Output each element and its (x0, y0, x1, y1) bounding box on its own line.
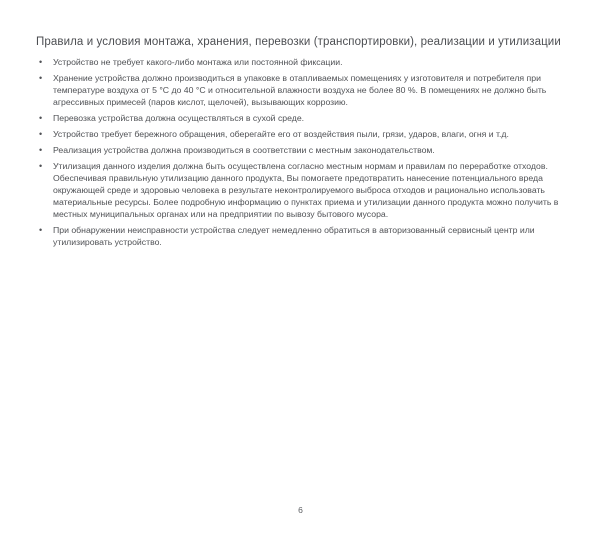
bullet-text: Устройство не требует какого-либо монтажа или постоянной фиксации. (53, 57, 343, 67)
page-number: 6 (298, 505, 303, 515)
bullet-dot-icon: • (39, 129, 43, 139)
list-item (36, 224, 564, 248)
bullet-text: При обнаружении неисправности устройства следует немедленно обратиться в авторизованный сервисный центр или утилизировать устройство. (53, 225, 535, 247)
list-item (36, 112, 564, 124)
bullet-text: Утилизация данного изделия должна быть осуществлена согласно местным нормам и правилам по переработке отходов. Обеспечивая правильную утилизацию данного продукта, Вы помогаете предотвратить нанесение потенциального вреда окружающей среде и здоровью человека в результате неконтролируемого выброса отходов и рационально использовать материальные ресурсы. Более подробную информацию о пунктах приема и утилизации данного продукта можно получить в местных муниципальных органах или на предприятии по вывозу бытового мусора. (53, 161, 559, 219)
bullet-list (36, 56, 564, 252)
page-title: Правила и условия монтажа, хранения, перевозки (транспортировки), реализации и утилизации (36, 36, 561, 48)
bullet-text: Хранение устройства должно производиться в упаковке в отапливаемых помещениях у изготовителя и потребителя при температуре воздуха от 5 °C до 40 °C и относительной влажности воздуха не более 80 %. В помещениях не должно быть агрессивных примесей (паров кислот, щелочей), вызывающих коррозию. (53, 73, 547, 107)
bullet-text: Перевозка устройства должна осуществляться в сухой среде. (53, 113, 305, 123)
bullet-dot-icon: • (39, 145, 43, 155)
bullet-dot-icon: • (39, 113, 43, 123)
bullet-text: Устройство требует бережного обращения, оберегайте его от воздействия пыли, грязи, ударов, влаги, огня и т.д. (53, 129, 509, 139)
bullet-dot-icon: • (39, 161, 43, 171)
list-item (36, 160, 564, 220)
bullet-dot-icon: • (39, 73, 43, 83)
list-item (36, 144, 564, 156)
list-item (36, 128, 564, 140)
bullet-text: Реализация устройства должна производиться в соответствии с местным законодательством. (53, 145, 435, 155)
bullet-dot-icon: • (39, 57, 43, 67)
list-item (36, 56, 564, 68)
list-item (36, 72, 564, 108)
bullet-dot-icon: • (39, 225, 43, 235)
